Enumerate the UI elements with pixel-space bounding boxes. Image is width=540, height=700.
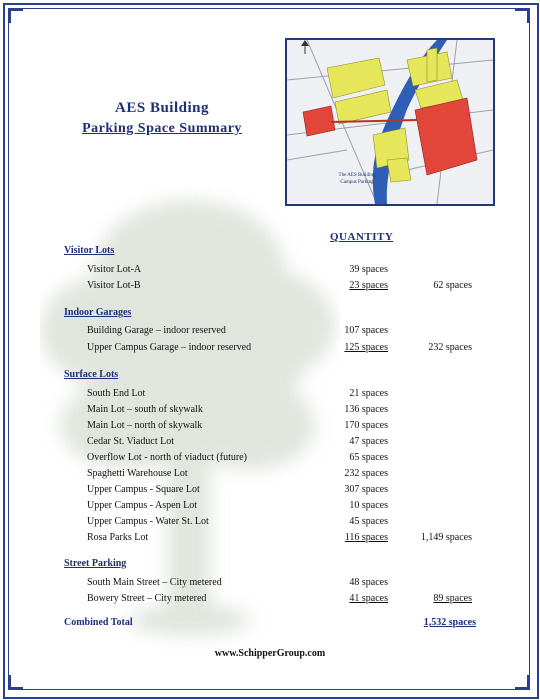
row-quantity: 116 spaces [344,532,388,543]
table-row [0,577,540,591]
row-quantity: 47 spaces [349,436,388,447]
footer-website: www.SchipperGroup.com [214,648,326,659]
row-quantity: 65 spaces [349,452,388,463]
row-label: Cedar St. Viaduct Lot [87,436,174,447]
table-row [0,388,540,402]
row-label: Upper Campus - Square Lot [87,484,200,495]
row-label: Upper Campus - Aspen Lot [87,500,197,511]
map-caption-line-2: Campus Parking [340,180,374,185]
title-line-2: Parking Space Summary [82,121,242,136]
row-label: South End Lot [87,388,146,399]
campus-map [285,38,495,206]
table-row [0,452,540,466]
table-row [0,436,540,450]
row-label: Main Lot – north of skywalk [87,420,203,431]
row-label: Bowery Street – City metered [87,593,207,604]
section-subtotal: 89 spaces [433,593,472,604]
section-subtotal: 232 spaces [428,342,472,353]
page-title [62,100,262,137]
row-label: Upper Campus Garage – indoor reserved [87,342,252,353]
row-label: Spaghetti Warehouse Lot [87,468,188,479]
row-quantity: 48 spaces [349,577,388,588]
row-quantity: 10 spaces [349,500,388,511]
table-row [0,280,540,294]
table-row [0,404,540,418]
row-quantity: 39 spaces [349,264,388,275]
row-label: Visitor Lot-A [87,264,142,275]
row-label: South Main Street – City metered [87,577,222,588]
row-quantity: 41 spaces [349,593,388,604]
row-quantity: 107 spaces [344,325,388,336]
row-label: Visitor Lot-B [87,280,141,291]
table-row [0,325,540,339]
table-row [0,500,540,514]
table-row [0,342,540,356]
row-quantity: 136 spaces [344,404,388,415]
quantity-column-header: QUANTITY [330,231,394,243]
row-label: Overflow Lot - north of viaduct (future) [87,452,247,463]
row-label: Rosa Parks Lot [87,532,149,543]
row-quantity: 307 spaces [344,484,388,495]
section-heading-street-parking: Street Parking [64,558,127,569]
table-row [0,484,540,498]
row-label: Upper Campus - Water St. Lot [87,516,209,527]
map-caption-line-1: The AES Building [338,173,376,178]
section-heading-visitor-lots: Visitor Lots [64,245,115,256]
table-row [0,468,540,482]
row-quantity: 21 spaces [349,388,388,399]
section-heading-surface-lots: Surface Lots [64,369,119,380]
row-quantity: 125 spaces [344,342,388,353]
row-label: Main Lot – south of skywalk [87,404,203,415]
table-row [0,264,540,278]
row-quantity: 45 spaces [349,516,388,527]
section-heading-indoor-garages: Indoor Garages [64,307,132,318]
row-quantity: 23 spaces [349,280,388,291]
section-subtotal: 62 spaces [433,280,472,291]
row-label: Building Garage – indoor reserved [87,325,226,336]
title-line-1: AES Building [115,100,209,116]
section-subtotal: 1,149 spaces [420,532,472,543]
table-row [0,420,540,434]
table-row [0,516,540,530]
map-caption [317,172,397,186]
combined-total-value: 1,532 spaces [423,617,476,628]
row-quantity: 170 spaces [344,420,388,431]
combined-total-label: Combined Total [64,617,133,628]
table-row [0,593,540,607]
table-row [0,532,540,546]
row-quantity: 232 spaces [344,468,388,479]
